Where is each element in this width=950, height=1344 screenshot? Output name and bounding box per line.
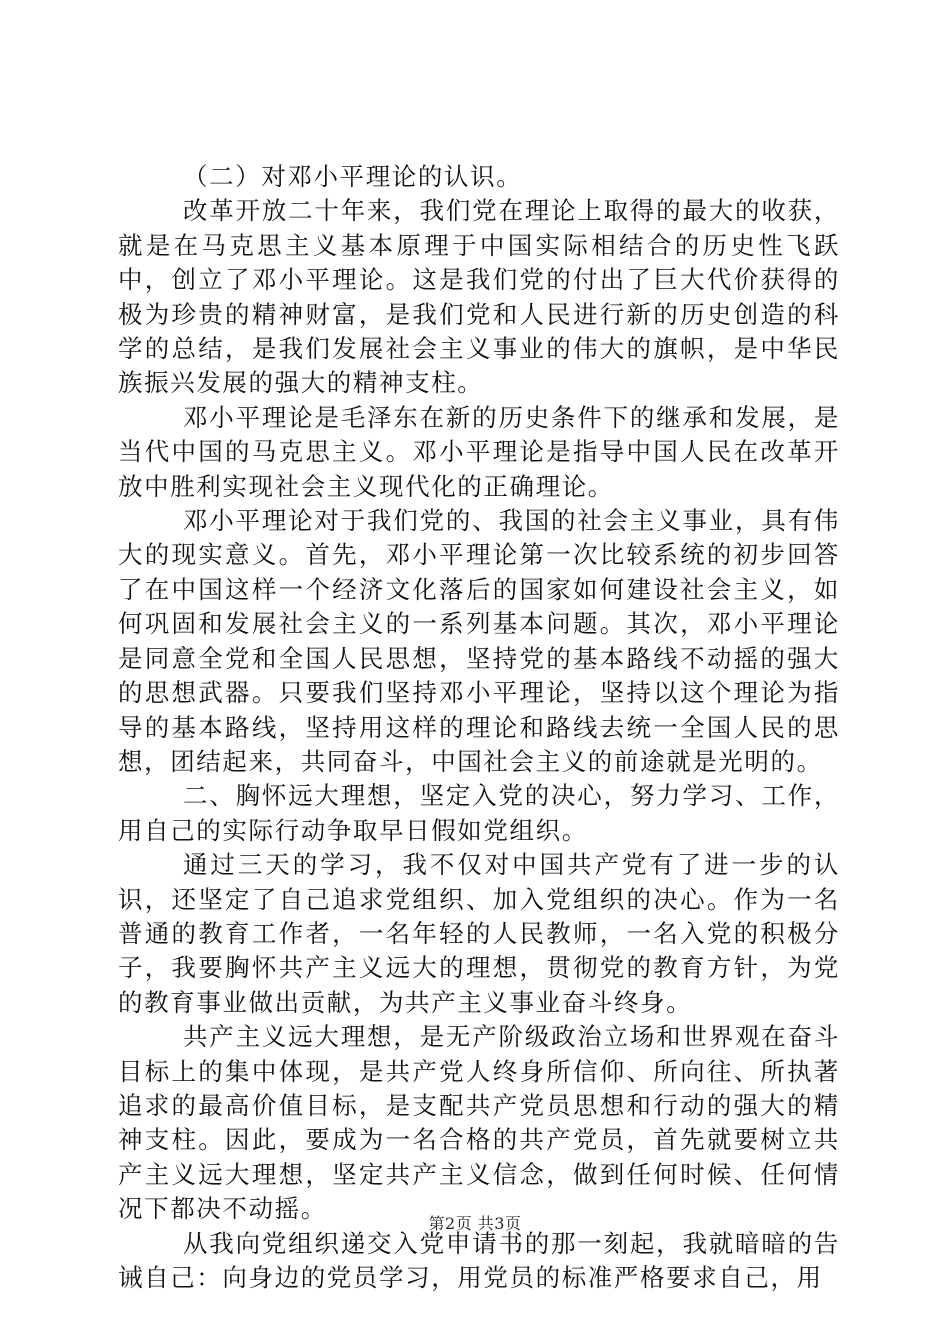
page-footer: 第2页 共3页 xyxy=(428,1214,522,1233)
paragraph: 通过三天的学习，我不仅对中国共产党有了进一步的认识，还坚定了自己追求党组织、加入党组织的决心。作为一名普通的教育工作者，一名年轻的人民教师，一名入党的积极分子，我要胸怀共产主义远大的理想，贯彻党的教育方针，为党的教育事业做出贡献，为共产主义事业奋斗终身。 xyxy=(118,850,840,1017)
paragraph: 邓小平理论是毛泽东在新的历史条件下的继承和发展，是当代中国的马克思主义。邓小平理论是指导中国人民在改革开放中胜利实现社会主义现代化的正确理论。 xyxy=(118,402,840,501)
paragraph: （二）对邓小平理论的认识。 xyxy=(183,162,523,191)
document-body xyxy=(118,160,840,1295)
paragraph: 共产主义远大理想，是无产阶级政治立场和世界观在奋斗目标上的集中体现，是共产党人终身所信仰、所向往、所执著追求的最高价值目标，是支配共产党员思想和行动的强大的精神支柱。因此，要成为一名合格的共产党员，首先就要树立共产主义远大理想，坚定共产主义信念，做到任何时候、任何情况下都决不动摇。 xyxy=(118,1022,840,1224)
paragraph: 二、胸怀远大理想，坚定入党的决心，努力学习、工作，用自己的实际行动争取早日假如党组织。 xyxy=(118,781,840,845)
paragraph: 从我向党组织递交入党申请书的那一刻起，我就暗暗的告诫自己：向身边的党员学习，用党员的标准严格要求自己，用 xyxy=(118,1228,840,1292)
paragraph: 邓小平理论对于我们党的、我国的社会主义事业，具有伟大的现实意义。首先，邓小平理论第一次比较系统的初步回答了在中国这样一个经济文化落后的国家如何建设社会主义，如何巩固和发展社会主义的一系列基本问题。其次，邓小平理论是同意全党和全国人民思想，坚持党的基本路线不动摇的强大的思想武器。只要我们坚持邓小平理论，坚持以这个理论为指导的基本路线，坚持用这样的理论和路线去统一全国人民的思想，团结起来，共同奋斗，中国社会主义的前途就是光明的。 xyxy=(118,506,840,776)
paragraph: 改革开放二十年来，我们党在理论上取得的最大的收获，就是在马克思主义基本原理于中国实际相结合的历史性飞跃中，创立了邓小平理论。这是我们党的付出了巨大代价获得的极为珍贵的精神财富，是我们党和人民进行新的历史创造的科学的总结，是我们发展社会主义事业的伟大的旗帜，是中华民族振兴发展的强大的精神支柱。 xyxy=(118,196,840,398)
